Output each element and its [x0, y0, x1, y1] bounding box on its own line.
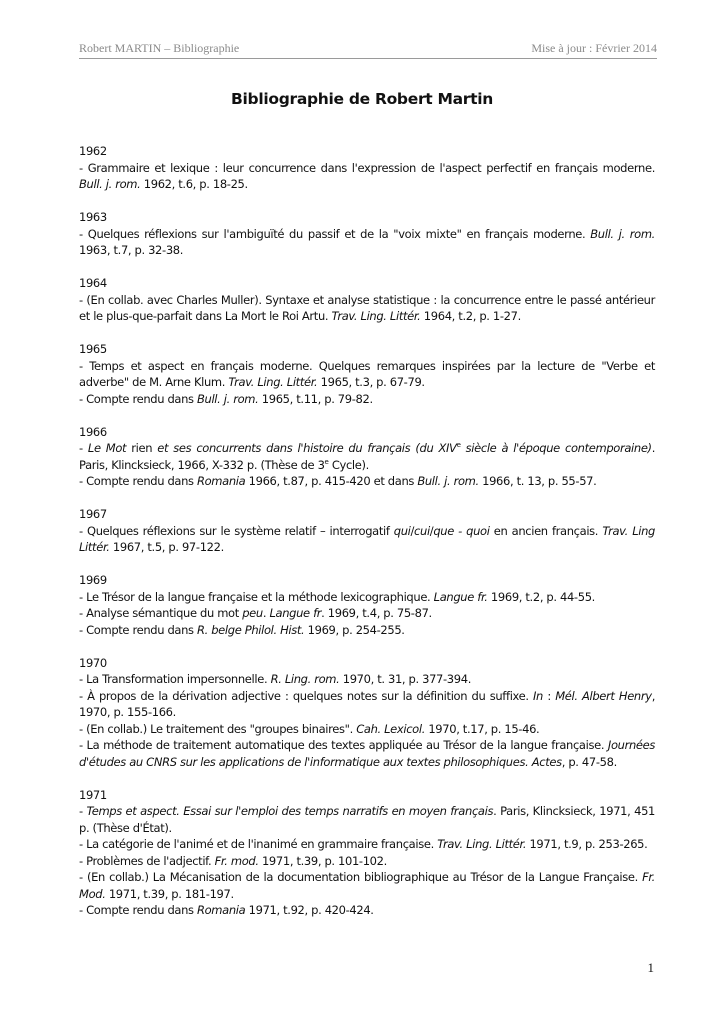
year-section [79, 424, 655, 490]
running-header [79, 41, 657, 59]
year-heading: 1971 [79, 787, 107, 802]
bibliography-entry: - Compte rendu dans Romania 1966, t.87, p. 415-420 et dans Bull. j. rom. 1966, t. 13, p. 55-57. [79, 474, 597, 488]
header-update-date: Mise à jour : Février 2014 [531, 41, 657, 55]
year-section [79, 275, 655, 325]
bibliography-entry: - Quelques réflexions sur le système relatif – interrogatif qui/cui/que - quoi en ancien français. Trav. Ling Littér. 1967, t.5, p. 97-122. [79, 523, 655, 554]
year-heading: 1970 [79, 655, 107, 670]
bibliography-entry: - Grammaire et lexique : leur concurrence dans l'expression de l'aspect perfectif en français moderne. Bull. j. rom. 1962, t.6, p. 18-25. [79, 160, 655, 191]
bibliography-entry: - (En collab. avec Charles Muller). Syntaxe et analyse statistique : la concurrence entre le passé antérieur et le plus-que-parfait dans La Mort le Roi Artu. Trav. Ling. Littér. 1964, t.2, p. 1-27. [79, 292, 655, 323]
year-heading: 1964 [79, 276, 107, 290]
year-section [79, 787, 655, 919]
bibliography-entry: - Temps et aspect en français moderne. Quelques remarques inspirées par la lecture de "Verbe et adverbe" de M. Arne Klum. Trav. Ling. Littér. 1965, t.3, p. 67-79. [79, 358, 655, 389]
bibliography-entry: - Analyse sémantique du mot peu. Langue fr. 1969, t.4, p. 75-87. [79, 606, 432, 620]
year-heading: 1963 [79, 210, 107, 224]
year-section [79, 209, 655, 259]
page-title: Bibliographie de Robert Martin [231, 90, 493, 108]
year-section [79, 655, 655, 771]
header-author: Robert MARTIN – Bibliographie [79, 41, 240, 55]
bibliography-entry: - Compte rendu dans Bull. j. rom. 1965, t.11, p. 79-82. [79, 391, 373, 406]
bibliography-entry: - La méthode de traitement automatique des textes appliquée au Trésor de la langue française. Journées d'études au CNRS sur les applications de l'informatique aux textes philosophiques. Actes, p. 47-58. [79, 738, 655, 769]
bibliography-entry: - La Transformation impersonnelle. R. Ling. rom. 1970, t. 31, p. 377-394. [79, 672, 472, 686]
year-heading: 1965 [79, 342, 107, 356]
bibliography-body [79, 143, 655, 935]
year-heading: 1962 [79, 144, 107, 158]
bibliography-entry: - Quelques réflexions sur l'ambiguïté du passif et de la "voix mixte" en français moderne. Bull. j. rom. 1963, t.7, p. 32-38. [79, 226, 655, 257]
bibliography-entry: - À propos de la dérivation adjective : quelques notes sur la définition du suffixe. In : Mél. Albert Henry, 1970, p. 155-166. [79, 688, 656, 719]
year-section [79, 506, 655, 556]
bibliography-entry: - Problèmes de l'adjectif. Fr. mod. 1971, t.39, p. 101-102. [79, 853, 387, 868]
year-section [79, 143, 655, 193]
year-heading: 1967 [79, 507, 107, 521]
year-section [79, 341, 655, 407]
bibliography-entry: - Compte rendu dans Romania 1971, t.92, p. 420-424. [79, 903, 374, 917]
bibliography-entry: - Le Trésor de la langue française et la méthode lexicographique. Langue fr. 1969, t.2, p. 44-55. [79, 589, 595, 604]
year-section [79, 572, 655, 638]
header-divider [79, 58, 657, 59]
bibliography-entry: - (En collab.) La Mécanisation de la documentation bibliographique au Trésor de la Langue Française. Fr. Mod. 1971, t.39, p. 181-197. [79, 870, 655, 901]
page-number: 1 [647, 960, 654, 975]
bibliography-entry: - La catégorie de l'animé et de l'inanimé en grammaire française. Trav. Ling. Littér. 1971, t.9, p. 253-265. [79, 837, 648, 851]
bibliography-entry: - Temps et aspect. Essai sur l'emploi des temps narratifs en moyen français. Paris, Klincksieck, 1971, 451 p. (Thèse d'État). [79, 804, 655, 835]
year-heading: 1969 [79, 573, 107, 587]
bibliography-entry: - Compte rendu dans R. belge Philol. Hist. 1969, p. 254-255. [79, 622, 405, 637]
bibliography-entry: - (En collab.) Le traitement des "groupes binaires". Cah. Lexicol. 1970, t.17, p. 15-46. [79, 721, 540, 736]
bibliography-entry: - Le Mot rien et ses concurrents dans l'histoire du français (du XIVe siècle à l'époque contemporaine). Paris, Klincksieck, 1966, X-332 p. (Thèse de 3e Cycle). [79, 441, 655, 472]
year-heading: 1966 [79, 424, 107, 439]
